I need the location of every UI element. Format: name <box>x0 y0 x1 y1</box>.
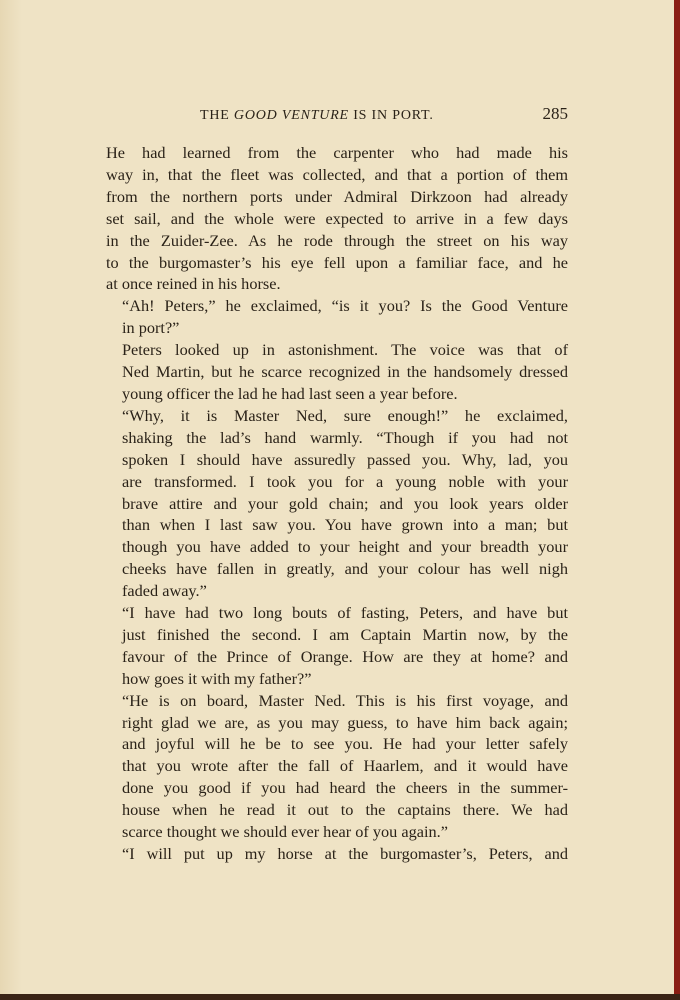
running-head <box>200 108 434 124</box>
paragraph-6 <box>106 690 568 843</box>
paragraph-1 <box>106 142 568 295</box>
text-line: than when I last saw you. You have grown into a man; but <box>122 515 568 535</box>
text-line: that you wrote after the fall of Haarlem, and it would have <box>122 756 568 776</box>
page-number: 285 <box>542 104 568 123</box>
text-line: in port?” <box>122 318 180 338</box>
text-line: Peters looked up in astonishment. The voice was that of <box>122 340 568 360</box>
text-line: “Why, it is Master Ned, sure enough!” he exclaimed, <box>122 405 568 425</box>
text-line: cheeks have fallen in greatly, and your colour has well nigh <box>122 559 568 579</box>
text-line: right glad we are, as you may guess, to have him back again; <box>122 712 568 732</box>
text-line: shaking the lad’s hand warmly. “Though if you had not <box>122 427 568 447</box>
text-line: “Ah! Peters,” he exclaimed, “is it you? Is the Good Venture <box>122 296 568 316</box>
text-line: spoken I should have assuredly passed you. Why, lad, you <box>122 449 568 469</box>
text-line: way in, that the fleet was collected, and that a portion of them <box>106 164 568 184</box>
page-edge-red <box>674 0 680 1000</box>
text-line: young officer the lad he had last seen a year before. <box>122 383 458 403</box>
page-gutter-shadow <box>0 0 22 1000</box>
text-line: though you have added to your height and your breadth your <box>122 537 568 557</box>
text-line: brave attire and your gold chain; and you look years older <box>122 493 568 513</box>
running-head-italic: GOOD VENTURE <box>233 108 349 123</box>
text-line: to the burgomaster’s his eye fell upon a familiar face, and he <box>106 252 568 272</box>
text-line: faded away.” <box>122 581 207 601</box>
paragraph-2 <box>106 295 568 339</box>
running-head-pre: THE <box>200 108 234 123</box>
text-line: just finished the second. I am Captain Martin now, by the <box>122 624 568 644</box>
text-line: scarce thought we should ever hear of you again.” <box>122 822 448 842</box>
text-line: house when he read it out to the captains there. We had <box>122 800 568 820</box>
text-line: from the northern ports under Admiral Dirkzoon had already <box>106 186 568 206</box>
text-line: “I will put up my horse at the burgomaster’s, Peters, and <box>122 844 568 863</box>
text-line: favour of the Prince of Orange. How are they at home? and <box>122 646 568 666</box>
text-line: Ned Martin, but he scarce recognized in the handsomely dressed <box>122 362 568 382</box>
paragraph-4 <box>106 405 568 602</box>
text-line: how goes it with my father?” <box>122 668 312 688</box>
text-line: in the Zuider-Zee. As he rode through the street on his way <box>106 230 568 250</box>
body-text <box>106 142 568 865</box>
page-edge-bottom <box>0 994 680 1000</box>
text-line: set sail, and the whole were expected to arrive in a few days <box>106 208 568 228</box>
text-line: are transformed. I took you for a young noble with your <box>122 471 568 491</box>
text-line: “He is on board, Master Ned. This is his first voyage, and <box>122 690 568 710</box>
running-head-post: IS IN PORT. <box>348 108 434 123</box>
text-line: and joyful will he be to see you. He had your letter safely <box>122 734 568 754</box>
paragraph-3 <box>106 339 568 405</box>
paragraph-5 <box>106 602 568 690</box>
paragraph-7 <box>106 843 568 865</box>
page-header <box>106 106 568 130</box>
text-line: He had learned from the carpenter who had made his <box>106 143 568 162</box>
text-line: “I have had two long bouts of fasting, Peters, and have but <box>122 603 568 623</box>
text-line: done you good if you had heard the cheers in the summer- <box>122 778 568 798</box>
text-line: at once reined in his horse. <box>106 274 281 294</box>
